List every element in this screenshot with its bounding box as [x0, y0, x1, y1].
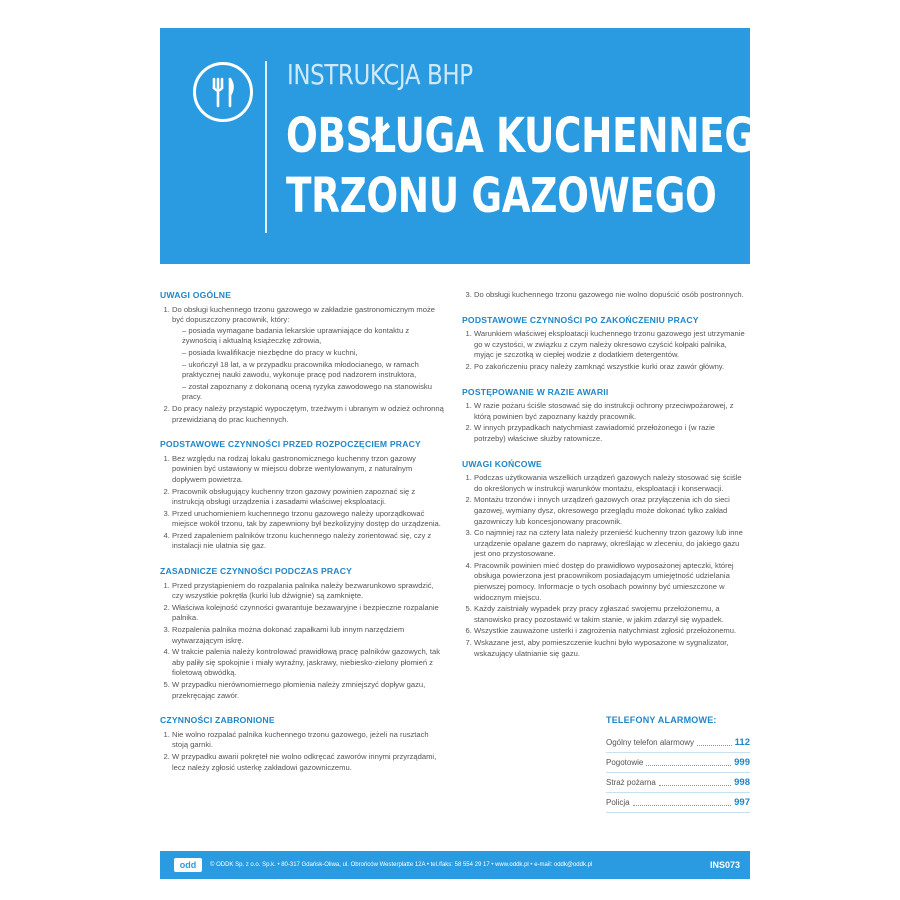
- section-forbidden-cont: [462, 290, 748, 301]
- list-item: 3. Do obsługi kuchennego trzonu gazowego nie wolno dopuścić osób postronnych.: [474, 290, 748, 301]
- section-final-notes: [462, 459, 748, 660]
- list-item: 5. Każdy zaistniały wypadek przy pracy zgłaszać swojemu przełożonemu, a stanowisko pracy pozostawić w takim stanie, w jakim zdarzył się wypadek.: [474, 604, 748, 625]
- phone-row: [606, 733, 750, 753]
- list-item: 2. Właściwa kolejność czynności gwarantuje bezawaryjne i bezpieczne rozpalanie palnika.: [172, 603, 446, 624]
- poster-footer: [160, 851, 750, 879]
- dot-leader: [646, 759, 731, 766]
- phone-number: 997: [734, 797, 750, 808]
- phone-row: [606, 793, 750, 813]
- list-item: 4. W trakcie palenia należy kontrolować prawidłową pracę palników gazowych, tak aby paliły się spokojnie i miały wyraźny, jaskrawy, niebiesko-zielony płomień z fioletową obwódką.: [172, 647, 446, 679]
- list-item: 2. Pracownik obsługujący kuchenny trzon gazowy powinien zapoznać się z instrukcją obsługi urządzenia i zasadami właściwej eksploatacji.: [172, 487, 446, 508]
- phone-row: [606, 773, 750, 793]
- title-line-2: TRZONU GAZOWEGO: [286, 168, 717, 224]
- header-divider: [265, 61, 267, 233]
- list-item: 3. Co najmniej raz na cztery lata należy przenieść kuchenny trzon gazowy lub inne urządzenie opalane gazem do naprawy, określając w zleceniu, do jakiego gazu jest ono przystosowane.: [474, 528, 748, 560]
- section-before-work: [160, 439, 446, 552]
- list-item: 6. Wszystkie zauważone usterki i zagrożenia natychmiast zgłosić przełożonemu.: [474, 626, 748, 637]
- phone-label: Straż pożarna: [606, 778, 656, 787]
- section-title: UWAGI OGÓLNE: [160, 290, 232, 300]
- list-item: 1. W razie pożaru ściśle stosować się do instrukcji ochrony przeciwpożarowej, z którą powinien być zapoznany każdy pracownik.: [474, 401, 748, 422]
- section-title: POSTĘPOWANIE W RAZIE AWARII: [462, 386, 609, 397]
- section-during-work: [160, 566, 446, 701]
- publisher-logo: odd: [174, 858, 202, 872]
- phones-title: TELEFONY ALARMOWE:: [606, 715, 717, 725]
- phone-number: 112: [734, 737, 750, 748]
- phone-number: 999: [734, 757, 750, 768]
- safety-poster: [160, 28, 787, 880]
- section-title: UWAGI KOŃCOWE: [462, 458, 542, 469]
- phone-row: [606, 753, 750, 773]
- list-item: 1. Nie wolno rozpalać palnika kuchennego trzonu gazowego, jeżeli na rusztach stoją garnki.: [172, 730, 446, 751]
- phone-label: Policja: [606, 798, 630, 807]
- list-item: 2. W przypadku awarii pokręteł nie wolno odkręcać zaworów innymi przyrządami, lecz należy zgłosić usterkę zakładowi gazowniczemu.: [172, 752, 446, 773]
- left-column: [160, 290, 446, 787]
- dot-leader: [659, 779, 731, 786]
- section-after-work: [462, 315, 748, 373]
- right-column: [462, 290, 748, 673]
- list-item: 2. Montażu trzonów i innych urządzeń gazowych oraz przyłączenia ich do sieci gazowej, wymiany dysz, okresowego przeglądu może dokonać tylko zakład gazowniczy lub koncesjonowany pracownik.: [474, 495, 748, 527]
- section-title: PODSTAWOWE CZYNNOŚCI PRZED ROZPOCZĘCIEM PRACY: [160, 439, 421, 450]
- phone-label: Pogotowie: [606, 758, 644, 767]
- poster-title: [286, 106, 786, 226]
- list-item: 3. Przed uruchomieniem kuchennego trzonu gazowego należy uporządkować miejsce wokół trzonu, tak by zapewniony był bezkolizyjny dostęp do urządzenia.: [172, 509, 446, 530]
- section-emergency: [462, 387, 748, 445]
- publisher-info: © ODDK Sp. z o.o. Sp.k. • 80-317 Gdańsk-Oliwa, ul. Obrońców Westerplatte 12A • tel./faks: 58 554 29 17 • www.oddk.pl • e-mail: oddk@oddk.pl: [210, 862, 593, 868]
- phone-label: Ogólny telefon alarmowy: [606, 738, 695, 747]
- list-item: – ukończył 18 lat, a w przypadku pracownika młodocianego, w ramach praktycznej nauki zawodu, wykonuje pracę pod nadzorem instruktora,: [182, 360, 446, 381]
- list-item: – posiada wymagane badania lekarskie uprawniające do kontaktu z żywnością i aktualną książeczkę zdrowia,: [182, 326, 446, 347]
- section-title: PODSTAWOWE CZYNNOŚCI PO ZAKOŃCZENIU PRACY: [462, 314, 699, 325]
- dot-leader: [633, 799, 732, 806]
- phone-number: 998: [734, 777, 750, 788]
- list-item: 2. Po zakończeniu pracy należy zamknąć wszystkie kurki oraz zawór główny.: [474, 362, 748, 373]
- list-item: 1. Podczas użytkowania wszelkich urządzeń gazowych należy stosować się ściśle do określonych w instrukcji warunków montażu, eksploatacji i konserwacji.: [474, 473, 748, 494]
- section-forbidden: [160, 715, 446, 773]
- list-item: 5. W przypadku nierównomiernego płomienia należy zmniejszyć dopływ gazu, przekręcając zawór.: [172, 680, 446, 701]
- list-item: 2. W innych przypadkach natychmiast zawiadomić przełożonego i (w razie potrzeby) właściwe służby ratownicze.: [474, 423, 748, 444]
- list-item: 1. Bez względu na rodzaj lokalu gastronomicznego kuchenny trzon gazowy powinien być ustawiony w miejscu dobrze wentylowanym, z naturalnym dopływem powietrza.: [172, 454, 446, 486]
- list-item: 1. Przed przystąpieniem do rozpalania palnika należy bezwarunkowo sprawdzić, czy wszystkie pokrętła (kurki lub dźwignie) są zamknięte.: [172, 581, 446, 602]
- list-item: 7. Wskazane jest, aby pomieszczenie kuchni było wyposażone w sygnalizator, wskazujący ulatnianie się gazu.: [474, 638, 748, 659]
- section-title: ZASADNICZE CZYNNOŚCI PODCZAS PRACY: [160, 566, 353, 577]
- poster-header: [160, 28, 787, 264]
- list-item: – został zapoznany z dokonaną oceną ryzyka zawodowego na stanowisku pracy.: [182, 382, 446, 403]
- poster-kicker: INSTRUKCJA BHP: [287, 58, 473, 91]
- title-line-1: OBSŁUGA KUCHENNEGO: [286, 108, 787, 164]
- list-item: 3. Rozpalenia palnika można dokonać zapałkami lub innym narzędziem wytwarzającym iskrę.: [172, 625, 446, 646]
- list-item: 1. Do obsługi kuchennego trzonu gazowego w zakładzie gastronomicznym może być dopuszczony pracownik, który: – posiada wymagane badania lekarskie uprawniające do kontaktu z żywnością i aktualną książeczkę zdrowia, – posiada kwalifikacje niezbędne do pracy w kuchni, – ukończył 18 lat, a w przypadku pracownika młodocianego, w ramach praktycznej nauki zawodu, wykonuje pracę pod nadzorem instruktora, – został zapoznany z dokonaną oceną ryzyka zawodowego na stanowisku pracy.: [172, 305, 446, 403]
- list-item: 1. Warunkiem właściwej eksploatacji kuchennego trzonu gazowego jest utrzymanie go w czystości, w związku z czym należy okresowo czyścić kołpaki palnika, myjąc je szczotką w ciepłej wodzie z dodatkiem detergentów.: [474, 329, 748, 361]
- list-item: 4. Pracownik powinien mieć dostęp do prawidłowo wyposażonej apteczki, której obsługa powierzona jest pracownikom posiadającym umiejętność udzielania pierwszej pomocy. Informacje o tych osobach powinny być umieszczone w widocznym miejscu.: [474, 561, 748, 603]
- section-general: [160, 290, 446, 425]
- list-item: 4. Przed zapaleniem palników trzonu kuchennego należy zorientować się, czy z instalacji nie ulatnia się gaz.: [172, 531, 446, 552]
- list-item: 2. Do pracy należy przystąpić wypoczętym, trzeźwym i ubranym w odzież ochronną przewidzianą do prac kuchennych.: [172, 404, 446, 425]
- document-code: INS073: [709, 860, 740, 870]
- emergency-phones: [606, 715, 750, 813]
- section-title: CZYNNOŚCI ZABRONIONE: [160, 715, 275, 726]
- dot-leader: [697, 739, 732, 746]
- fork-knife-icon: [193, 62, 253, 122]
- list-item: – posiada kwalifikacje niezbędne do pracy w kuchni,: [182, 348, 446, 359]
